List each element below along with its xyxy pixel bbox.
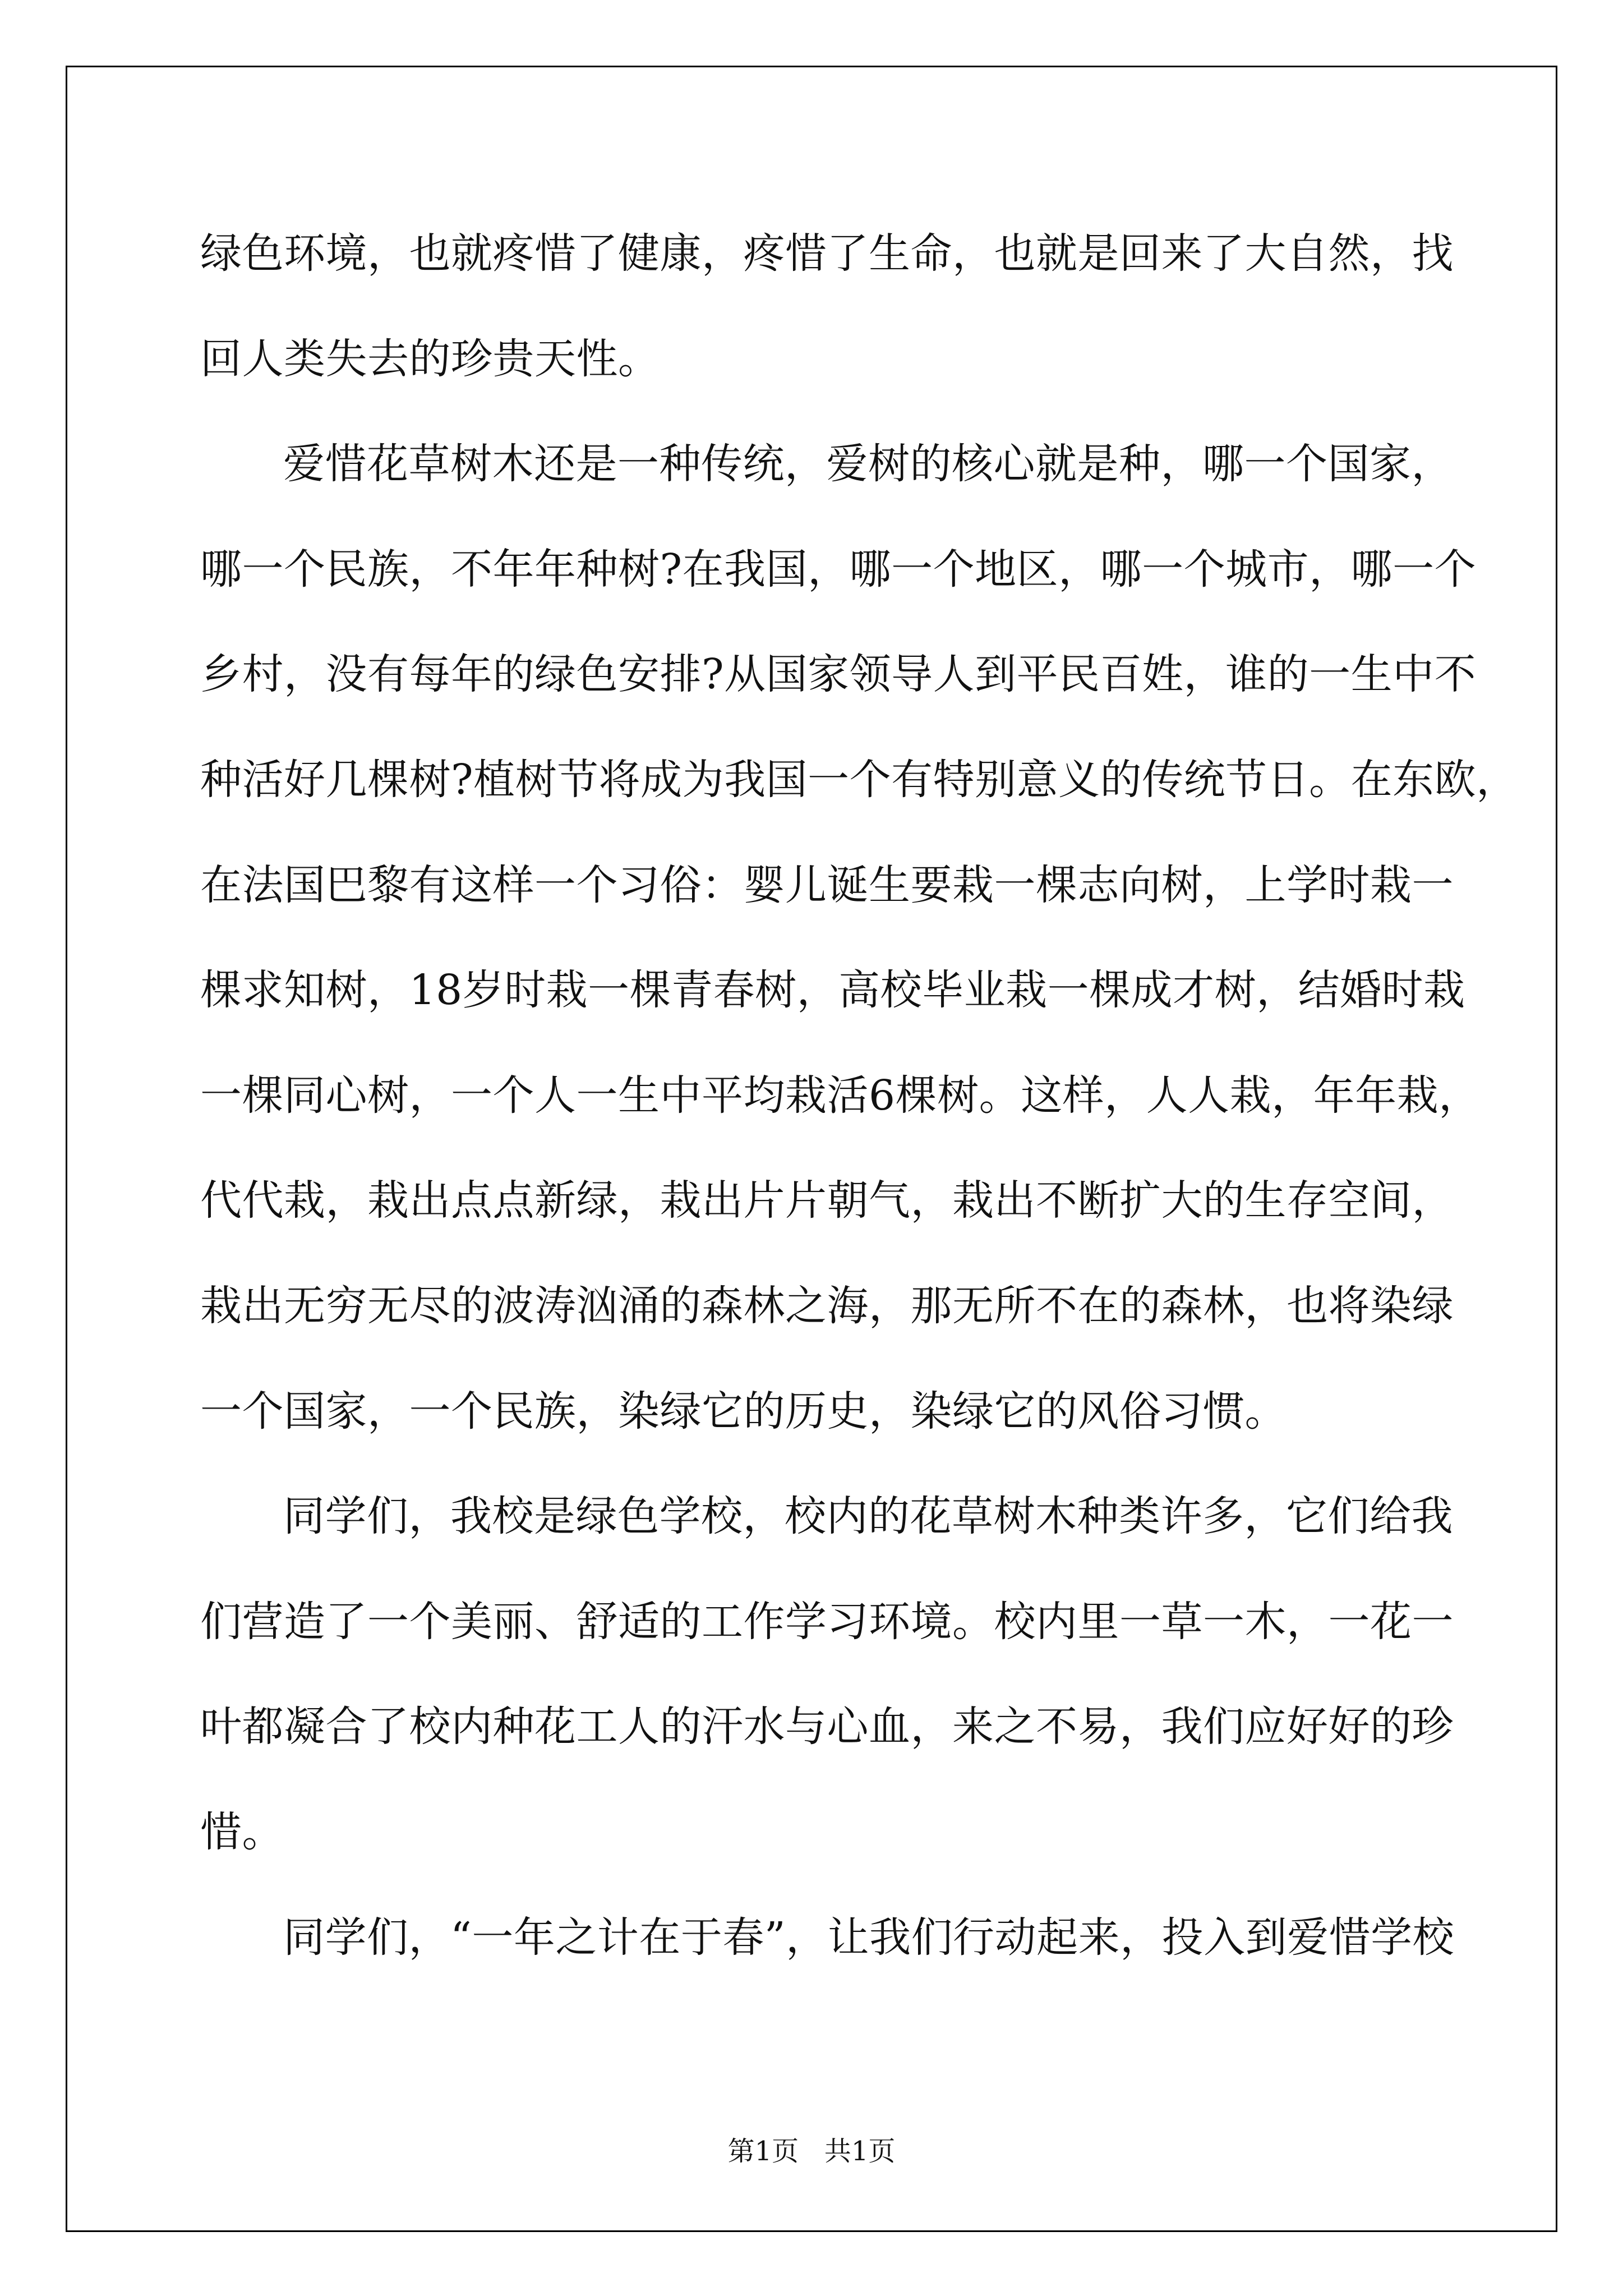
text-line: 惜。 — [200, 1807, 284, 1856]
text-line: 一个国家，一个民族，染绿它的历史，染绿它的风俗习惯。 — [200, 1387, 1287, 1435]
text-line: 种活好几棵树?植树节将成为我国一个有特别意义的传统节日。在东欧， — [200, 755, 1518, 804]
paragraph-start-line: 爱惜花草树木还是一种传统，爱树的核心就是种，哪一个国家， — [283, 440, 1453, 489]
text-line: 乡村，没有每年的绿色安排?从国家领导人到平民百姓，谁的一生中不 — [200, 650, 1477, 699]
text-line: 叶都凝合了校内种花工人的汗水与心血，来之不易，我们应好好的珍 — [200, 1703, 1454, 1751]
paragraph-start-line: 同学们，我校是绿色学校，校内的花草树木种类许多，它们给我 — [283, 1492, 1453, 1541]
text-line: 棵求知树，18岁时栽一棵青春树，高校毕业栽一棵成才树，结婚时栽 — [200, 966, 1465, 1015]
text-line: 在法国巴黎有这样一个习俗：婴儿诞生要栽一棵志向树，上学时栽一 — [200, 861, 1454, 909]
text-line: 栽出无穷无尽的波涛汹涌的森林之海，那无所不在的森林，也将染绿 — [200, 1281, 1454, 1330]
text-line: 回人类失去的珍贵天性。 — [200, 334, 660, 383]
text-line: 哪一个民族，不年年种树?在我国，哪一个地区，哪一个城市，哪一个 — [200, 545, 1477, 593]
text-line: 们营造了一个美丽、舒适的工作学习环境。校内里一草一木，一花一 — [200, 1597, 1454, 1646]
text-line: 一棵同心树，一个人一生中平均栽活6棵树。这样，人人栽，年年栽， — [200, 1071, 1481, 1120]
text-line: 代代栽，栽出点点新绿，栽出片片朝气，栽出不断扩大的生存空间， — [200, 1176, 1454, 1225]
text-line: 绿色环境，也就疼惜了健康，疼惜了生命，也就是回来了大自然，找 — [200, 229, 1454, 278]
document-body — [200, 220, 1518, 2009]
paragraph-start-line: 同学们，“一年之计在于春”，让我们行动起来，投入到爱惜学校 — [283, 1913, 1455, 1962]
page-number-footer: 第1页 共1页 — [727, 2136, 896, 2167]
